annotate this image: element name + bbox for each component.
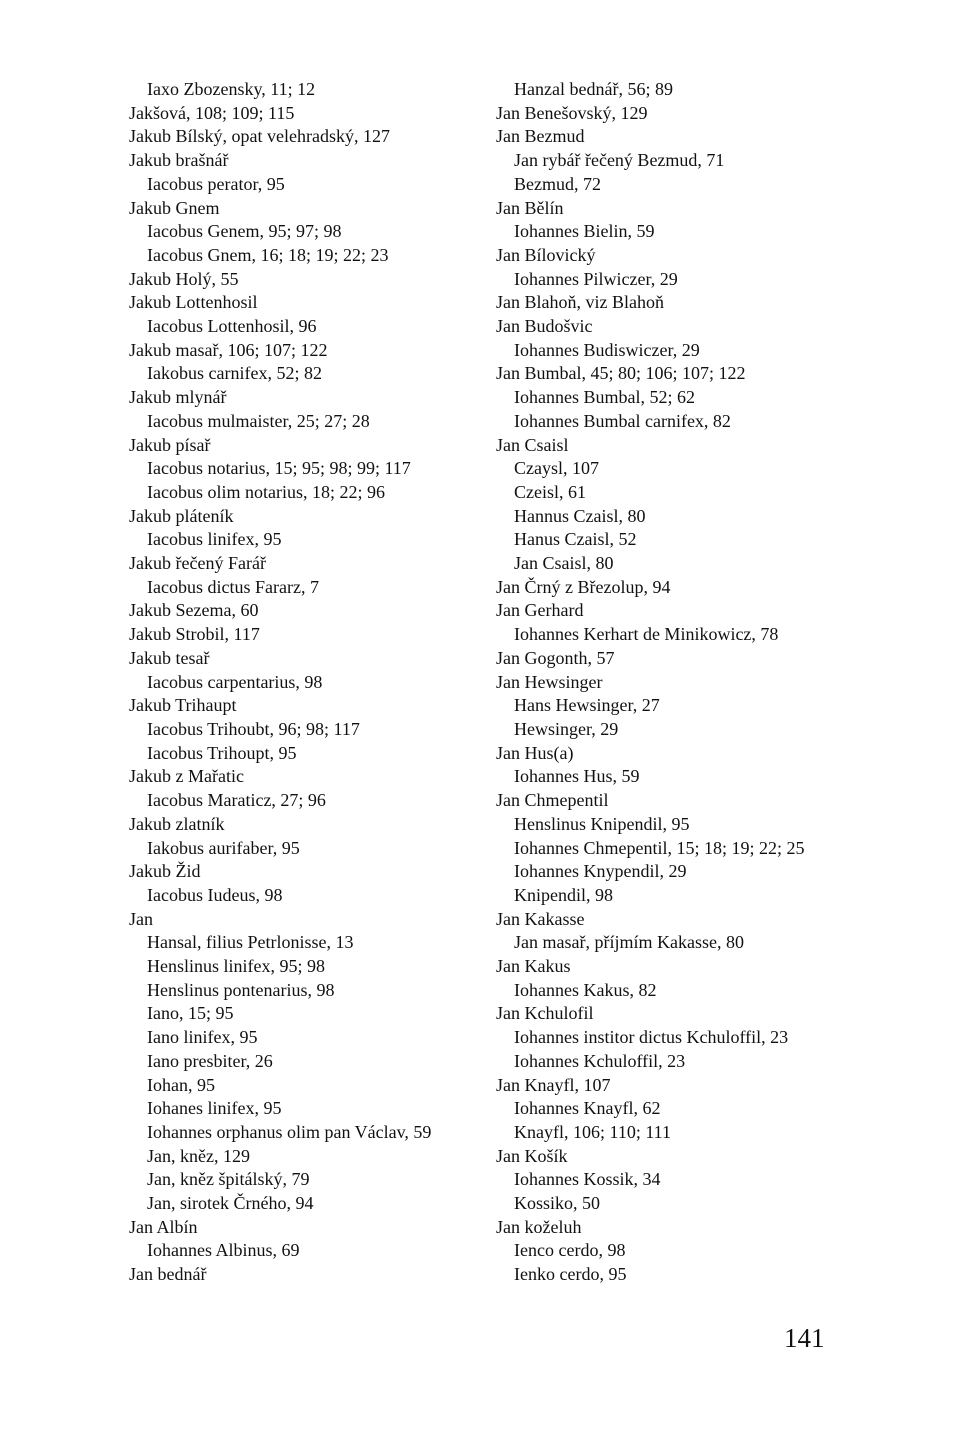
- index-entry: Jakub Strobil, 117: [129, 624, 260, 645]
- index-subentry: Iano linifex, 95: [147, 1027, 258, 1048]
- index-entry: Jakub Gnem: [129, 197, 220, 218]
- index-entry: Jan Kakus: [496, 956, 571, 977]
- index-entry: Jan Knayfl, 107: [496, 1074, 611, 1095]
- index-subentry: Iohannes Knayfl, 62: [514, 1098, 661, 1119]
- index-entry: Jan Košík: [496, 1145, 568, 1166]
- index-subentry: Iohannes orphanus olim pan Václav, 59: [147, 1121, 432, 1142]
- index-subentry: Jan, kněz špitálský, 79: [147, 1169, 310, 1190]
- index-subentry: Iohannes Bielin, 59: [514, 221, 655, 242]
- index-subentry: Iano, 15; 95: [147, 1003, 234, 1024]
- index-subentry: Iacobus Iudeus, 98: [147, 884, 283, 905]
- index-entry: Jan Gerhard: [496, 600, 584, 621]
- index-subentry: Hanus Czaisl, 52: [514, 529, 637, 550]
- index-entry: Jan: [129, 908, 153, 929]
- index-subentry: Bezmud, 72: [514, 173, 601, 194]
- index-entry: Jan bednář: [129, 1264, 207, 1285]
- index-entry: Jan Kakasse: [496, 908, 585, 929]
- index-entry: Jakub Bílský, opat velehradský, 127: [129, 126, 390, 147]
- index-subentry: Iohannes Bumbal carnifex, 82: [514, 410, 731, 431]
- index-left-column: [129, 78, 479, 1287]
- index-subentry: Iohanes linifex, 95: [147, 1098, 282, 1119]
- index-subentry: Jan Csaisl, 80: [514, 553, 614, 574]
- index-entry: Jan Chmepentil: [496, 790, 609, 811]
- index-subentry: Knipendil, 98: [514, 884, 613, 905]
- index-entry: Jakšová, 108; 109; 115: [129, 102, 295, 123]
- index-subentry: Iohannes Chmepentil, 15; 18; 19; 22; 25: [514, 837, 805, 858]
- index-entry: Jan Hus(a): [496, 742, 574, 763]
- index-subentry: Iohannes Bumbal, 52; 62: [514, 387, 695, 408]
- index-subentry: Henslinus linifex, 95; 98: [147, 956, 325, 977]
- index-entry: Jakub Lottenhosil: [129, 292, 258, 313]
- index-subentry: Czaysl, 107: [514, 458, 599, 479]
- index-subentry: Iacobus Genem, 95; 97; 98: [147, 221, 342, 242]
- index-subentry: Iohannes Kchuloffil, 23: [514, 1050, 686, 1071]
- index-subentry: Iacobus Trihoubt, 96; 98; 117: [147, 718, 360, 739]
- index-entry: Jakub písař: [129, 434, 211, 455]
- index-subentry: Iacobus Gnem, 16; 18; 19; 22; 23: [147, 244, 389, 265]
- index-subentry: Henslinus pontenarius, 98: [147, 979, 335, 1000]
- index-entry: Jakub řečený Farář: [129, 553, 266, 574]
- index-entry: Jan Blahoň, viz Blahoň: [496, 292, 664, 313]
- index-subentry: Iohannes Pilwiczer, 29: [514, 268, 678, 289]
- index-entry: Jakub Holý, 55: [129, 268, 239, 289]
- index-subentry: Iacobus carpentarius, 98: [147, 671, 323, 692]
- index-subentry: Iaxo Zbozensky, 11; 12: [147, 79, 316, 99]
- index-subentry: Iacobus linifex, 95: [147, 529, 282, 550]
- index-subentry: Iohannes Kerhart de Minikowicz, 78: [514, 624, 779, 645]
- index-entry: Jakub z Mařatic: [129, 766, 244, 787]
- index-subentry: Iohan, 95: [147, 1074, 215, 1095]
- index-entry: Jakub Sezema, 60: [129, 600, 259, 621]
- index-subentry: Iakobus aurifaber, 95: [147, 837, 300, 858]
- index-entry: Jan Gogonth, 57: [496, 647, 615, 668]
- index-subentry: Iano presbiter, 26: [147, 1050, 273, 1071]
- index-entry: Jakub Trihaupt: [129, 695, 237, 716]
- index-entry: Jan koželuh: [496, 1216, 582, 1237]
- index-subentry: Knayfl, 106; 110; 111: [514, 1121, 671, 1142]
- index-entry: Jan Budošvic: [496, 316, 593, 337]
- index-right-column: [496, 78, 846, 1287]
- index-entry: Jan Albín: [129, 1216, 198, 1237]
- index-subentry: Hewsinger, 29: [514, 718, 619, 739]
- index-subentry: Iohannes Albinus, 69: [147, 1240, 300, 1261]
- index-subentry: Iakobus carnifex, 52; 82: [147, 363, 322, 384]
- index-entry: Jan Benešovský, 129: [496, 102, 648, 123]
- index-entry: Jan Bělín: [496, 197, 564, 218]
- index-subentry: Iacobus mulmaister, 25; 27; 28: [147, 410, 370, 431]
- index-entry: Jan Hewsinger: [496, 671, 603, 692]
- index-entry: Jan Bílovický: [496, 244, 596, 265]
- index-subentry: Iohannes Knypendil, 29: [514, 861, 687, 882]
- index-subentry: Jan masař, příjmím Kakasse, 80: [514, 932, 744, 953]
- index-subentry: Iacobus dictus Fararz, 7: [147, 576, 319, 597]
- index-entry: Jakub pláteník: [129, 505, 234, 526]
- index-subentry: Czeisl, 61: [514, 481, 586, 502]
- index-entry: Jan Bezmud: [496, 126, 585, 147]
- index-subentry: Hansal, filius Petrlonisse, 13: [147, 932, 354, 953]
- page-number: 141: [784, 1323, 825, 1353]
- index-subentry: Iacobus olim notarius, 18; 22; 96: [147, 481, 385, 502]
- index-subentry: Kossiko, 50: [514, 1193, 601, 1214]
- index-subentry: Iohannes Budiswiczer, 29: [514, 339, 700, 360]
- index-subentry: Jan rybář řečený Bezmud, 71: [514, 150, 725, 171]
- index-entry: Jakub Žid: [129, 861, 201, 882]
- index-subentry: Iacobus Lottenhosil, 96: [147, 316, 317, 337]
- index-subentry: Iohannes Kakus, 82: [514, 979, 657, 1000]
- index-subentry: Hannus Czaisl, 80: [514, 505, 646, 526]
- index-subentry: Iohannes institor dictus Kchuloffil, 23: [514, 1027, 789, 1048]
- index-entry: Jakub mlynář: [129, 387, 227, 408]
- index-entry: Jan Csaisl: [496, 434, 569, 455]
- index-subentry: Iohannes Hus, 59: [514, 766, 640, 787]
- index-subentry: Iacobus perator, 95: [147, 173, 285, 194]
- index-subentry: Ienco cerdo, 98: [514, 1240, 626, 1261]
- index-entry: Jakub brašnář: [129, 150, 229, 171]
- index-subentry: Hanzal bednář, 56; 89: [514, 79, 673, 99]
- index-entry: Jan Kchulofil: [496, 1003, 594, 1024]
- index-entry: Jakub tesař: [129, 647, 210, 668]
- index-subentry: Ienko cerdo, 95: [514, 1264, 627, 1285]
- index-subentry: Iacobus notarius, 15; 95; 98; 99; 117: [147, 458, 411, 479]
- index-entry: Jan Črný z Březolup, 94: [496, 576, 671, 597]
- index-entry: Jakub zlatník: [129, 813, 225, 834]
- index-entry: Jakub masař, 106; 107; 122: [129, 339, 328, 360]
- index-subentry: Iohannes Kossik, 34: [514, 1169, 661, 1190]
- index-subentry: Henslinus Knipendil, 95: [514, 813, 690, 834]
- index-subentry: Jan, sirotek Črného, 94: [147, 1193, 314, 1214]
- index-subentry: Iacobus Maraticz, 27; 96: [147, 790, 326, 811]
- index-subentry: Iacobus Trihoupt, 95: [147, 742, 297, 763]
- index-subentry: Jan, kněz, 129: [147, 1145, 250, 1166]
- index-subentry: Hans Hewsinger, 27: [514, 695, 660, 716]
- index-entry: Jan Bumbal, 45; 80; 106; 107; 122: [496, 363, 746, 384]
